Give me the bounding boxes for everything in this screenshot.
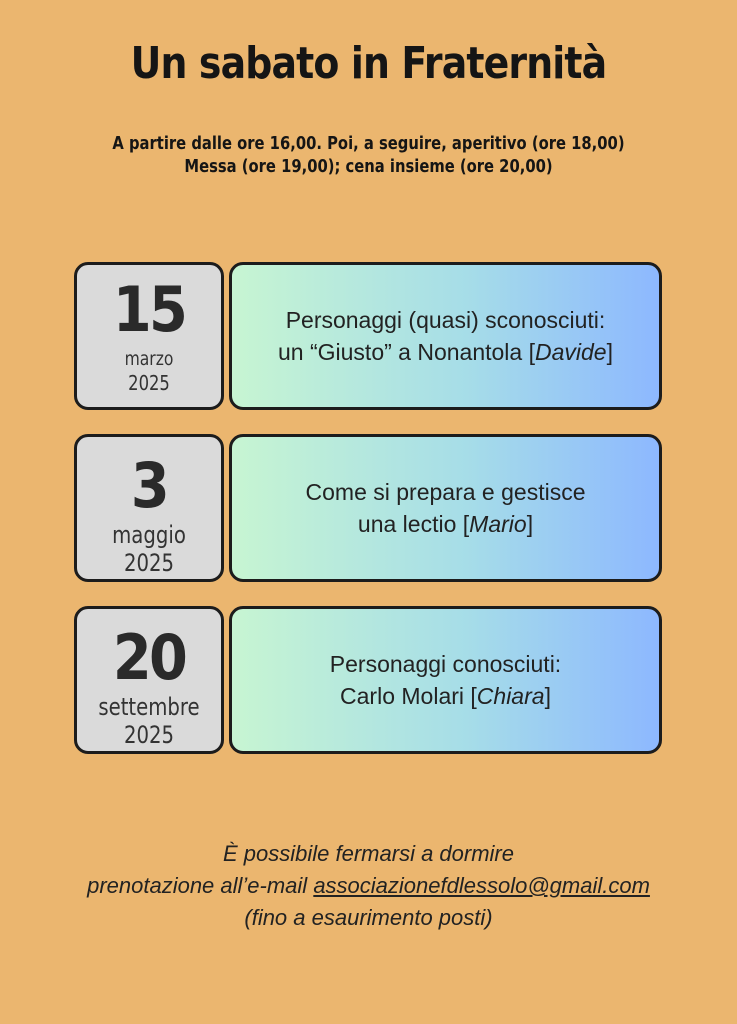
event-info-box — [229, 262, 662, 410]
event-day: 15 — [112, 273, 186, 346]
event-card-2 — [74, 434, 662, 586]
footer-line-3: (fino a esaurimento posti) — [244, 905, 493, 930]
footer-info — [0, 838, 737, 934]
event-card-3 — [74, 606, 662, 758]
event-subtopic: una lectio [Mario] — [357, 511, 534, 537]
event-speaker: Davide — [534, 339, 607, 365]
event-date-box — [74, 262, 224, 410]
event-description — [278, 304, 613, 368]
event-topic: Come si prepara e gestisce — [305, 479, 586, 505]
event-speaker: Mario — [469, 511, 527, 537]
event-info-box — [229, 606, 662, 754]
event-day: 3 — [130, 449, 168, 522]
event-speaker: Chiara — [476, 683, 545, 709]
event-month: settembre — [98, 693, 200, 721]
event-description — [306, 476, 586, 540]
footer-line-1: È possibile fermarsi a dormire — [223, 841, 514, 866]
event-month: maggio — [112, 521, 186, 549]
event-card-1 — [74, 262, 662, 414]
event-topic: Personaggi (quasi) sconosciuti: — [285, 307, 606, 333]
event-subtopic: Carlo Molari [Chiara] — [340, 683, 551, 709]
event-month: marzo — [124, 348, 174, 370]
event-year: 2025 — [128, 371, 170, 395]
event-date-box — [74, 606, 224, 754]
event-subtopic: un “Giusto” a Nonantola [Davide] — [278, 339, 613, 365]
event-day: 20 — [112, 621, 186, 694]
schedule-line-2: Messa (ore 19,00); cena insieme (ore 20,00) — [184, 156, 553, 177]
event-date-box — [74, 434, 224, 582]
schedule-subtitle — [66, 132, 670, 178]
page-title: Un sabato in Fraternità — [130, 38, 607, 89]
footer-line-2: prenotazione all’e-mail associazionefdlessolo@gmail.com — [87, 873, 650, 898]
event-description — [330, 648, 561, 712]
event-info-box — [229, 434, 662, 582]
schedule-line-1: A partire dalle ore 16,00. Poi, a seguire, aperitivo (ore 18,00) — [112, 133, 625, 154]
event-year: 2025 — [123, 721, 175, 749]
event-year: 2025 — [123, 549, 175, 577]
event-topic: Personaggi conosciuti: — [329, 651, 562, 677]
email-link[interactable]: associazionefdlessolo@gmail.com — [313, 873, 650, 898]
